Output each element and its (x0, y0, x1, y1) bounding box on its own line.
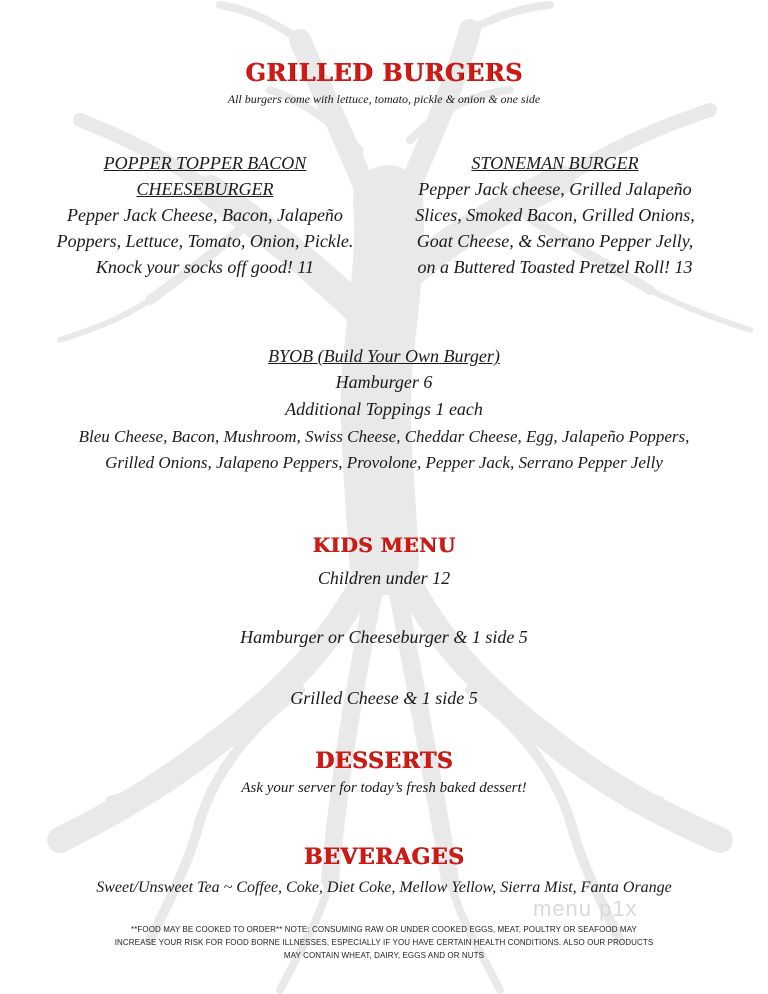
disclaimer-line: **FOOD MAY BE COOKED TO ORDER** NOTE: CONSUMING RAW OR UNDER COOKED EGGS, MEAT, POULTRY OR SEAFOOD MAY (131, 925, 637, 934)
item-description: on a Buttered Toasted Pretzel Roll! 13 (417, 257, 693, 277)
kids-menu-heading: KIDS MENU (312, 533, 456, 557)
kids-item: Grilled Cheese & 1 side 5 (290, 688, 478, 708)
item-description: Pepper Jack Cheese, Bacon, Jalapeño (67, 205, 343, 225)
kids-age-note: Children under 12 (317, 568, 451, 588)
byob-toppings-list: Grilled Onions, Jalapeno Peppers, Provolone, Pepper Jack, Serrano Pepper Jelly (105, 453, 663, 472)
item-title: CHEESEBURGER (136, 179, 274, 199)
menupix-watermark: menu p1x (533, 896, 638, 921)
byob-title: BYOB (Build Your Own Burger) (268, 346, 500, 366)
byob-toppings-list: Bleu Cheese, Bacon, Mushroom, Swiss Cheese, Cheddar Cheese, Egg, Jalapeño Poppers, (78, 427, 690, 446)
beverages-heading: BEVERAGES (303, 844, 465, 870)
byob-hamburger-price: Hamburger 6 (335, 372, 433, 392)
item-description: Goat Cheese, & Serrano Pepper Jelly, (416, 231, 694, 251)
beverages-list: Sweet/Unsweet Tea ~ Coffee, Coke, Diet Coke, Mellow Yellow, Sierra Mist, Fanta Orange (96, 879, 672, 896)
item-description: Slices, Smoked Bacon, Grilled Onions, (415, 205, 695, 225)
item-title: POPPER TOPPER BACON (103, 153, 307, 173)
byob-toppings-price: Additional Toppings 1 each (285, 399, 483, 419)
item-description: Poppers, Lettuce, Tomato, Onion, Pickle. (56, 231, 354, 251)
stoneman-burger-item (390, 150, 720, 280)
popper-topper-item (40, 150, 370, 280)
item-title: STONEMAN BURGER (471, 153, 639, 173)
disclaimer-line: INCREASE YOUR RISK FOR FOOD BORNE ILLNESSES, ESPECIALLY IF YOU HAVE CERTAIN HEALTH CONDITIONS. ALSO OUR PRODUCTS (114, 938, 654, 947)
kids-item: Hamburger or Cheeseburger & 1 side 5 (240, 627, 528, 647)
desserts-note: Ask your server for today’s fresh baked dessert! (241, 780, 527, 796)
grilled-burgers-heading: GRILLED BURGERS (245, 58, 523, 87)
burgers-subtitle: All burgers come with lettuce, tomato, pickle & onion & one side (227, 92, 541, 106)
disclaimer-line: MAY CONTAIN WHEAT, DAIRY, EGGS AND OR NUTS (283, 951, 485, 960)
item-description: Knock your socks off good! 11 (95, 257, 315, 277)
item-description: Pepper Jack cheese, Grilled Jalapeño (418, 179, 692, 199)
desserts-heading: DESSERTS (314, 748, 454, 774)
